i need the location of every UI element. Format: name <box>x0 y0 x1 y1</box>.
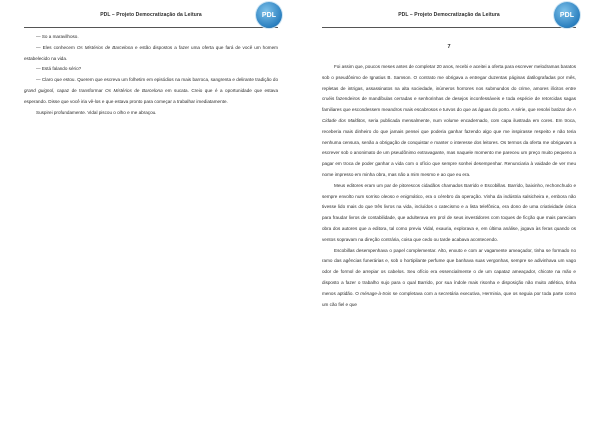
left-paragraph-5: Suspirei profundamente. Vidal piscou o olho e me abraçou. <box>36 109 157 115</box>
page-number: 7 <box>447 44 451 50</box>
right-header <box>322 0 576 30</box>
right-paragraph-1: Foi assim que, poucos meses antes de completar 20 anos, recebi e aceitei a oferta para escrever melodramas baratos sob o pseudônimo de Ignatius B. Samson. O contrato me obrigava a entregar duzentas páginas datilografadas por mês, repletas de intrigas, assassinatos na alta sociedade, inúmeros horrores nos submundos do crime, amores ilícitos entre cruéis fazendeiros de mandíbulas cerradas e senhorinhas de desejos inconfessáveis e toda espécie de retorcidas sagas familiares que escondessem meandros mais escabrosos e turvos do que as águas do porto. A série, que resolvi batizar de A Cidade dos Malditos, seria publicada mensalmente, num volume encadernado, com capa ilustrada em cores. Em troca, receberia mais dinheiro do que jamais pensei que poderia ganhar fazendo algo que me inspirasse respeito e não teria nenhuma censura, senão a obrigação de conquistar e manter o interesse dos leitores. Os termos da oferta me obrigavam a escrever sob o anonimato de um pseudônimo extravagante, mas naquele momento me pareceu um preço muito pequeno a pagar em troca de poder ganhar a vida com o ofício que sempre sonhei desempenhar. Renunciaria à vaidade de ver meu nome impresso em minha obra, mas não a mim mesmo e ao que eu era. <box>322 64 576 177</box>
left-header-title: PDL – Projeto Democratização da Leitura <box>100 12 202 18</box>
right-page <box>300 0 600 424</box>
left-page-body <box>24 32 278 118</box>
left-paragraph-3: — Está falando sério? <box>36 66 82 72</box>
right-paragraph-3: Escobillas desempenhava o papel complementar. Alto, enxuto e com ar vagamente ameaçador, tinha se formado no ramo das agências funerárias e, sob o hortipilante perfume que banhava suas vergonhas, sempre se adivinhava um vago odor de formol de arrepiar os cabelos. Seu ofício era essencialmente o de um capataz ameaçador, chicote na mão e disposto a fazer o trabalho sujo para o qual Barrido, por sua índole mais risonha e disposição não muito atlética, tinha menos aptidão. O ménage-à-trois se completava com a secretária executiva, Herminia, que os seguia por toda parte como um cão fiel e que <box>322 247 576 307</box>
right-paragraph-2: Meus editores eram um par de pitorescos cidadãos chamados Barrido e Escobillas. Barrido, baixinho, rechonchudo e sempre envolto num sorriso oleoso e enigmático, era o cérebro da operação. Vinha da indústria salsicheira e, embora não tivesse lido mais do que três livros na vida, incluídos o catecismo e a lista telefônica, era dono de uma criatividade única para fraudar livros de contabilidade, que adulterava em prol de seus investidores com toques de ficção que mais pareciam obra dos autores que a editora, tal como previu Vidal, exauria, explorava e, em última análise, jogava às feras quando os ventos sopravam na direção contrária, coisa que cedo ou tarde acabava acontecendo. <box>322 182 576 242</box>
right-header-rule <box>322 27 576 28</box>
pdl-logo-left: PDL <box>256 2 282 28</box>
left-header <box>24 0 278 30</box>
left-paragraph-1: — So a maravilhoso. <box>36 34 79 39</box>
left-paragraph-4: — Claro que estou. Querem que escreva um folhetim em episódios na mais barroca, sangrenta e delirante tradição do grand guignol, capaz de transformar Os Mistérios de Barcelona em sucata. Creio que é a oportunidade que estava esperando. Disse que você iria vê-los e que estava pronto para começar a trabalhar imediatamente. <box>24 77 279 104</box>
right-page-body <box>322 62 576 310</box>
left-paragraph-2: — Eles conhecem Os Mistérios de Barcelona e estão dispostos a fazer uma oferta que fará de você um homem estabelecido na vida. <box>24 44 279 61</box>
left-header-rule <box>24 27 278 28</box>
pdl-logo-right: PDL <box>554 2 580 28</box>
right-header-title: PDL – Projeto Democratização da Leitura <box>398 12 500 18</box>
